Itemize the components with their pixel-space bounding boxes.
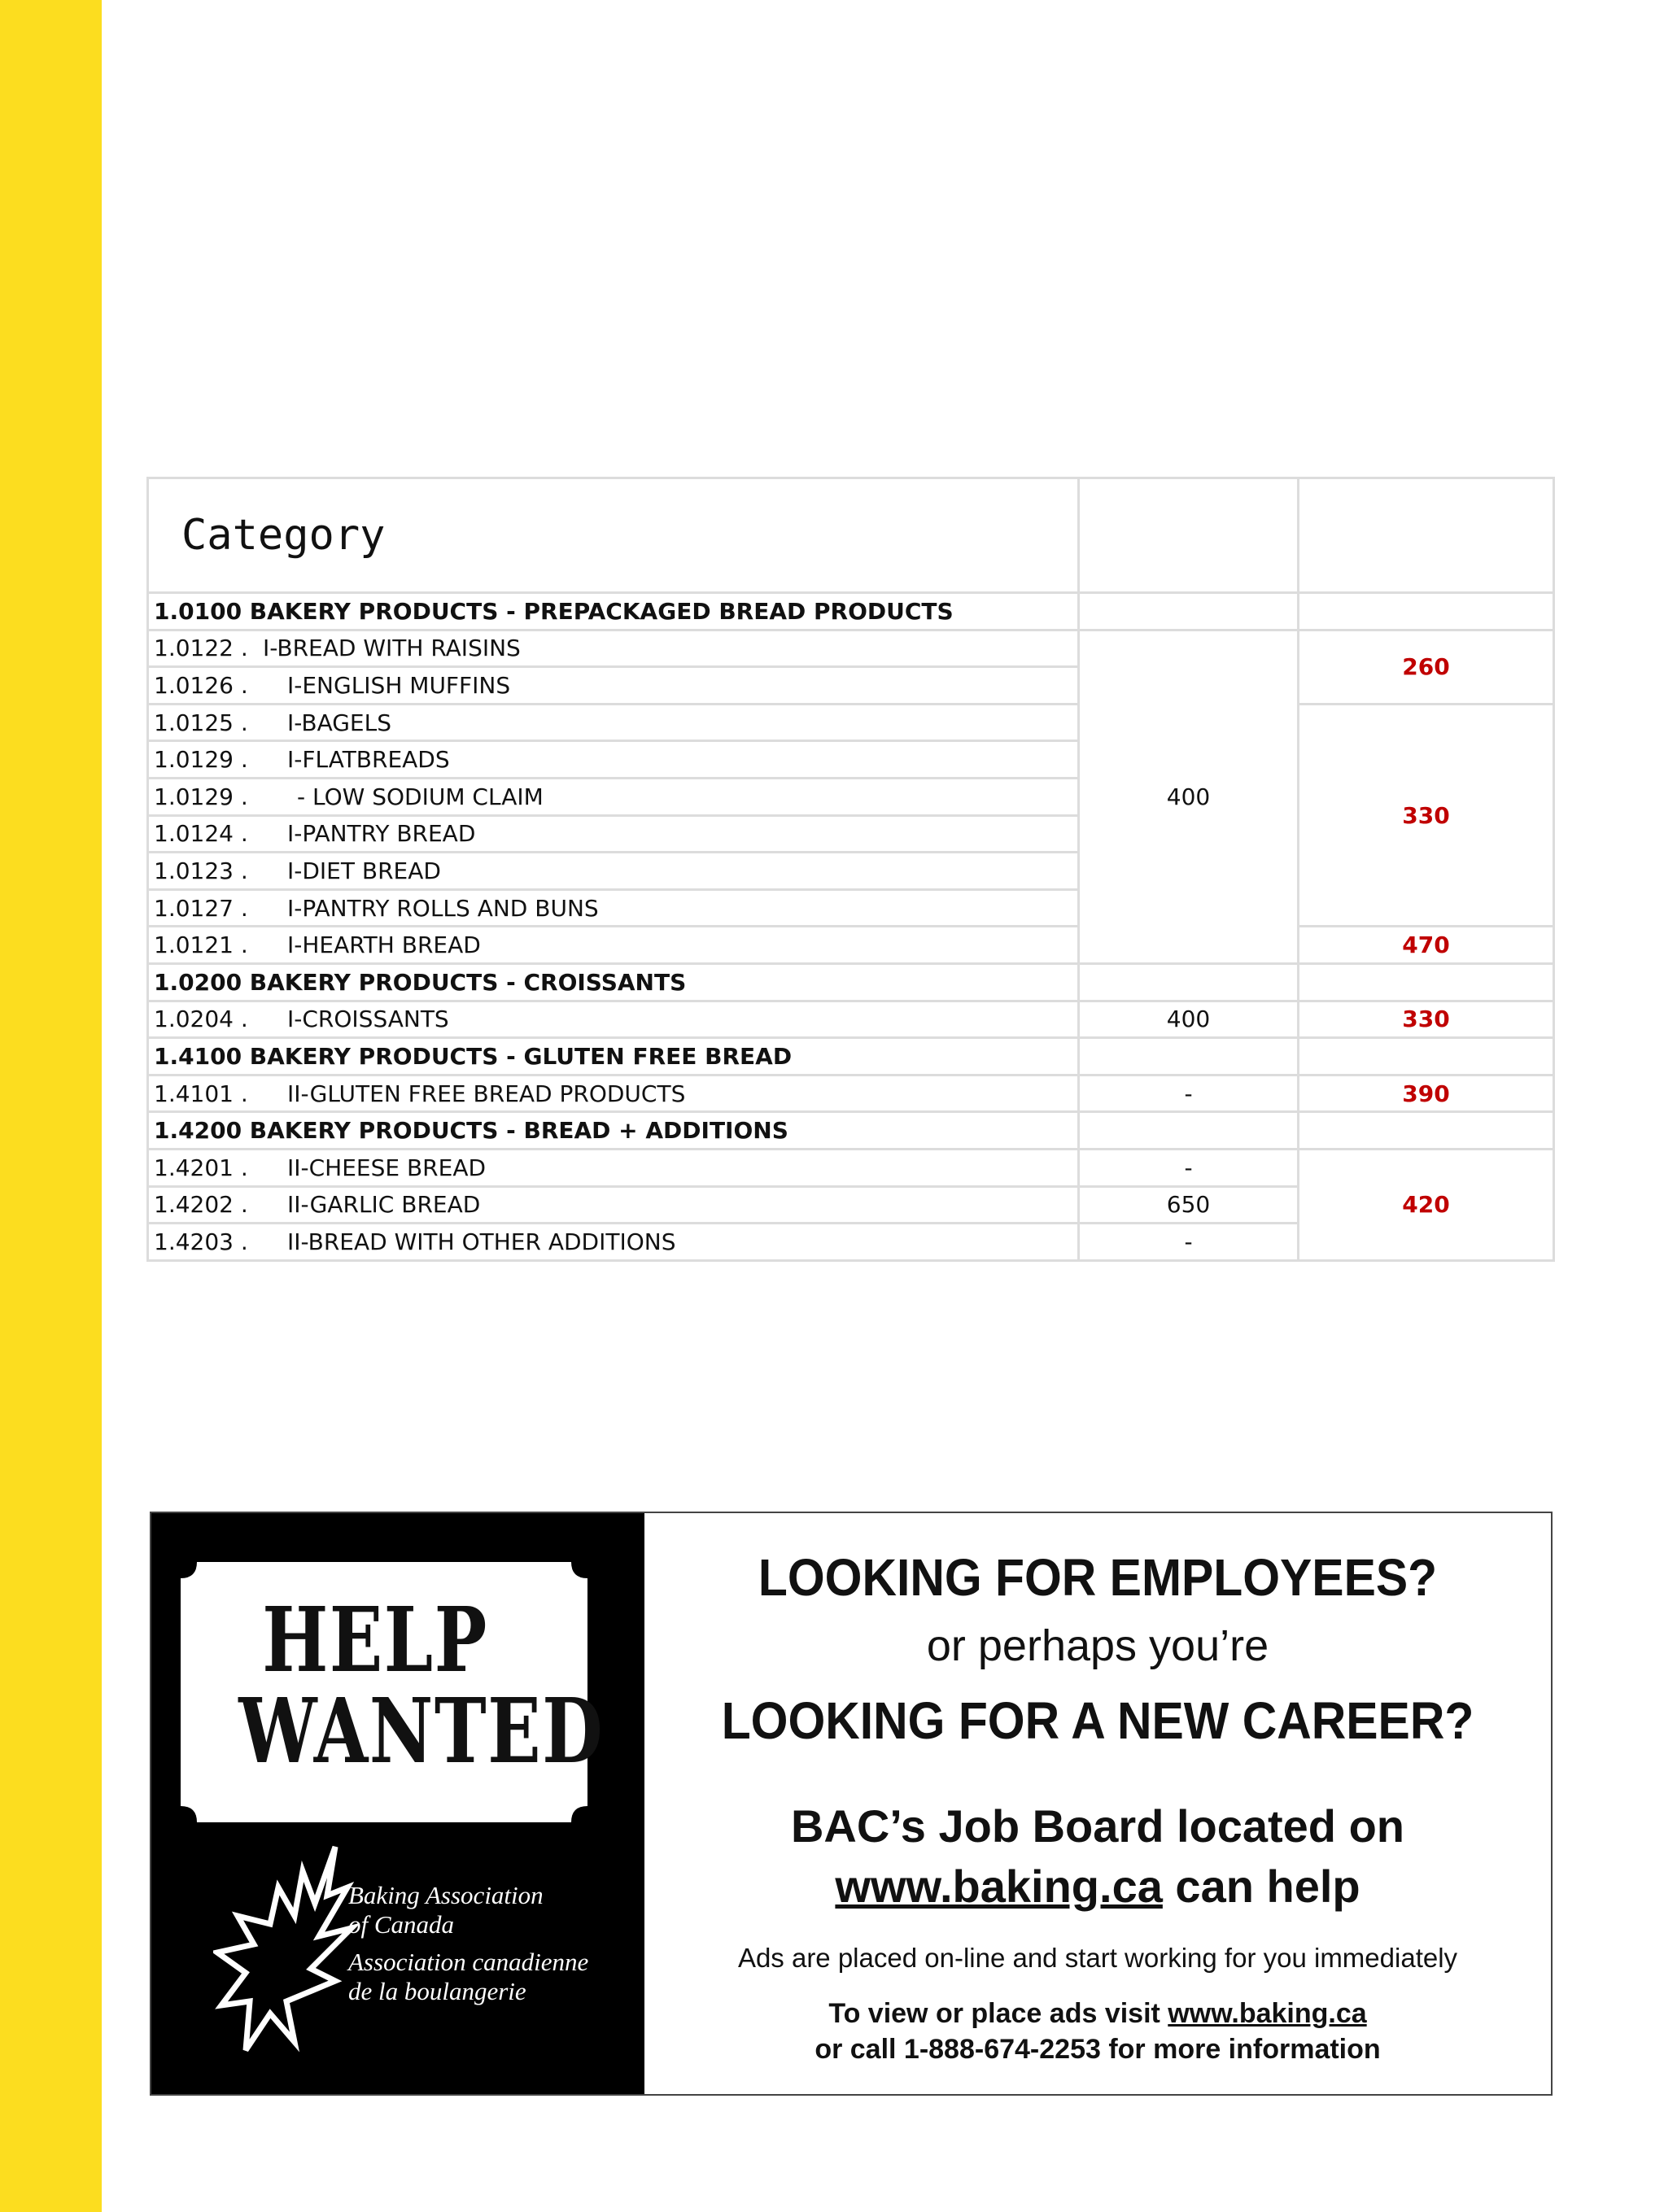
maple-leaf-logo-icon: [213, 1839, 360, 2066]
section-title: 1.4200 BAKERY PRODUCTS - BREAD + ADDITIONS: [148, 1112, 1079, 1150]
value-cell: -: [1079, 1149, 1299, 1186]
table-header-row: [148, 478, 1554, 593]
job-board-line: BAC’s Job Board located on: [790, 1800, 1404, 1852]
section-title: 1.0100 BAKERY PRODUCTS - PREPACKAGED BREAD PRODUCTS: [148, 593, 1079, 630]
price-cell: 260: [1299, 630, 1554, 704]
item-name: I-PANTRY BREAD: [287, 820, 476, 848]
price-cell: 390: [1299, 1075, 1554, 1112]
item-code: 1.0122 .: [154, 635, 248, 662]
table-row: [148, 1149, 1554, 1186]
section-title: 1.0200 BAKERY PRODUCTS - CROISSANTS: [148, 963, 1079, 1001]
item-name: I-BREAD WITH RAISINS: [263, 635, 521, 662]
phone-line: or call 1-888-674-2253 for more information: [815, 2034, 1381, 2065]
item-name: I-CROISSANTS: [287, 1006, 449, 1033]
ad-left-panel: [151, 1513, 644, 2094]
ad-headline-employees: LOOKING FOR EMPLOYEES?: [758, 1548, 1438, 1607]
ads-note: Ads are placed on-line and start working for you immediately: [737, 1943, 1458, 1973]
section-row: [148, 1112, 1554, 1150]
table-row: [148, 1001, 1554, 1038]
section-row: [148, 593, 1554, 630]
category-header-cell: [148, 478, 1079, 593]
header-cell-3: [1299, 478, 1554, 593]
price-cell: 330: [1299, 704, 1554, 927]
org-name-french: Association canadienne de la boulangerie: [348, 1948, 589, 2005]
price-cell: 330: [1299, 1001, 1554, 1038]
section-row: [148, 963, 1554, 1001]
help-wanted-ad: [150, 1512, 1553, 2096]
value-cell: -: [1079, 1075, 1299, 1112]
table-row: [148, 704, 1554, 741]
value-cell: -: [1079, 1224, 1299, 1261]
item-code: 1.0125 .: [154, 709, 248, 736]
header-cell-2: [1079, 478, 1299, 593]
item-name: II-GLUTEN FREE BREAD PRODUCTS: [287, 1080, 686, 1107]
item-name: I-BAGELS: [287, 709, 391, 736]
item-name: II-BREAD WITH OTHER ADDITIONS: [287, 1228, 676, 1255]
item-name: I-HEARTH BREAD: [287, 931, 481, 959]
item-code: 1.0126 .: [154, 671, 248, 699]
contact-link[interactable]: www.baking.ca: [1168, 1998, 1367, 2029]
item-name: I-ENGLISH MUFFINS: [287, 671, 511, 699]
item-code: 1.0204 .: [154, 1006, 248, 1033]
item-code: 1.4203 .: [154, 1228, 248, 1255]
item-code: 1.4201 .: [154, 1154, 248, 1181]
item-code: 1.0129 .: [154, 783, 248, 810]
contact-line: To view or place ads visit www.baking.ca: [828, 1998, 1367, 2029]
item-code: 1.0121 .: [154, 931, 248, 959]
section-title: 1.4100 BAKERY PRODUCTS - GLUTEN FREE BREAD: [148, 1038, 1079, 1075]
category-title: Category: [181, 511, 386, 560]
job-board-link-line: www.baking.ca can help: [835, 1861, 1360, 1912]
value-cell: 650: [1079, 1186, 1299, 1224]
price-cell: 420: [1299, 1149, 1554, 1260]
baking-ca-link[interactable]: www.baking.ca: [835, 1861, 1163, 1912]
ad-subline: or perhaps you’re: [926, 1621, 1269, 1670]
item-name: - LOW SODIUM CLAIM: [297, 783, 544, 810]
table-row: [148, 927, 1554, 964]
item-name: I-FLATBREADS: [287, 746, 450, 774]
yellow-side-bar: [0, 0, 102, 2212]
item-name: I-DIET BREAD: [287, 857, 441, 884]
table-row: [148, 1075, 1554, 1112]
table-row: [148, 630, 1554, 667]
item-name: II-CHEESE BREAD: [287, 1154, 487, 1181]
help-wanted-title: HELP WANTED: [238, 1587, 605, 1783]
item-code: 1.0129 .: [154, 746, 248, 774]
item-name: II-GARLIC BREAD: [287, 1191, 481, 1219]
item-code: 1.0127 .: [154, 894, 248, 922]
value-cell: 400: [1079, 630, 1299, 963]
item-code: 1.0124 .: [154, 820, 248, 848]
item-code: 1.0123 .: [154, 857, 248, 884]
item-code: 1.4202 .: [154, 1191, 248, 1219]
ad-headline-career: LOOKING FOR A NEW CAREER?: [721, 1691, 1474, 1750]
ad-right-panel: [644, 1513, 1551, 2094]
org-name-english: Baking Association of Canada: [348, 1881, 544, 1939]
item-code: 1.4101 .: [154, 1080, 248, 1107]
section-row: [148, 1038, 1554, 1075]
category-table: [146, 477, 1555, 1262]
value-cell: 400: [1079, 1001, 1299, 1038]
item-name: I-PANTRY ROLLS AND BUNS: [287, 894, 599, 922]
price-cell: 470: [1299, 927, 1554, 964]
